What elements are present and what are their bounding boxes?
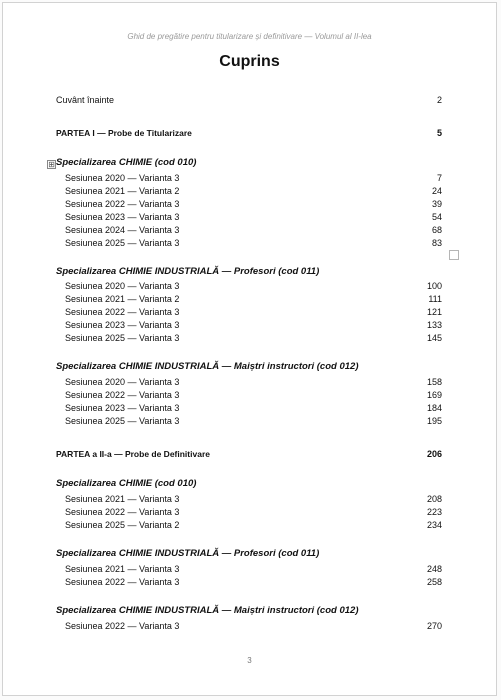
toc-entry[interactable] bbox=[3, 332, 496, 345]
toc-entry-page: 68 bbox=[431, 225, 442, 235]
document-page bbox=[2, 2, 497, 696]
toc-entry-label: Sesiunea 2020 — Varianta 3 bbox=[65, 281, 180, 291]
toc-entry[interactable] bbox=[3, 198, 496, 211]
toc-entry[interactable] bbox=[3, 172, 496, 185]
toc-section-title: Specializarea CHIMIE (cod 010) bbox=[56, 478, 197, 489]
toc-entry-page: 39 bbox=[431, 199, 442, 209]
toc-entry[interactable] bbox=[3, 576, 496, 589]
toc-entry-label: Sesiunea 2021 — Varianta 2 bbox=[65, 186, 180, 196]
toc-entry-label: Sesiunea 2022 — Varianta 3 bbox=[65, 390, 180, 400]
toc-entry-page: 169 bbox=[426, 390, 442, 400]
toc-entry-label: Sesiunea 2025 — Varianta 2 bbox=[65, 520, 180, 530]
toc-section-title: Specializarea CHIMIE (cod 010) bbox=[56, 157, 197, 168]
toc-entry-page: 121 bbox=[426, 307, 442, 317]
toc-entry-label: Sesiunea 2025 — Varianta 3 bbox=[65, 238, 180, 248]
toc-entry[interactable] bbox=[3, 293, 496, 306]
toc-entry-page: 100 bbox=[426, 281, 442, 291]
toc-entry-page: 234 bbox=[426, 520, 442, 530]
page-number: 3 bbox=[247, 656, 252, 665]
toc-entry-label: Sesiunea 2021 — Varianta 3 bbox=[65, 494, 180, 504]
toc-part-page: 5 bbox=[436, 128, 442, 138]
toc-section-title: Specializarea CHIMIE INDUSTRIALĂ — Maiștri instructori (cod 012) bbox=[56, 605, 359, 616]
toc-entry[interactable] bbox=[3, 506, 496, 519]
toc-entry-page: 111 bbox=[428, 294, 442, 304]
toc-section-title: Specializarea CHIMIE INDUSTRIALĂ — Profesori (cod 011) bbox=[56, 266, 320, 277]
table-move-handle-icon[interactable]: ⊞ bbox=[48, 160, 55, 169]
toc-entry-label: Sesiunea 2022 — Varianta 3 bbox=[65, 307, 180, 317]
toc-entry-page: 145 bbox=[426, 333, 442, 343]
toc-entry[interactable] bbox=[3, 415, 496, 428]
toc-entry[interactable] bbox=[3, 389, 496, 402]
toc-entry-page: 7 bbox=[436, 173, 442, 183]
toc-entry-page: 184 bbox=[426, 403, 442, 413]
toc-section-title: Specializarea CHIMIE INDUSTRIALĂ — Profesori (cod 011) bbox=[56, 548, 320, 559]
toc-entry[interactable] bbox=[3, 376, 496, 389]
table-resize-handle-icon[interactable] bbox=[449, 250, 459, 260]
toc-section-title: Specializarea CHIMIE INDUSTRIALĂ — Maiștri instructori (cod 012) bbox=[56, 361, 359, 372]
toc-entry-label: Sesiunea 2022 — Varianta 3 bbox=[65, 621, 180, 631]
running-header: Ghid de pregătire pentru titularizare și definitivare — Volumul al II-lea bbox=[127, 32, 372, 41]
toc-entry-label: Sesiunea 2021 — Varianta 3 bbox=[65, 564, 180, 574]
toc-entry-label: Sesiunea 2022 — Varianta 3 bbox=[65, 199, 180, 209]
toc-entry[interactable] bbox=[3, 493, 496, 506]
toc-entry[interactable] bbox=[3, 306, 496, 319]
toc-entry-label: Sesiunea 2020 — Varianta 3 bbox=[65, 173, 180, 183]
toc-entry-page: 195 bbox=[426, 416, 442, 426]
toc-entry[interactable] bbox=[3, 280, 496, 293]
toc-entry-label: Sesiunea 2023 — Varianta 3 bbox=[65, 212, 180, 222]
toc-entry-page: 258 bbox=[426, 577, 442, 587]
toc-entry[interactable] bbox=[3, 185, 496, 198]
toc-entry-page: 54 bbox=[431, 212, 442, 222]
toc-entry-page: 83 bbox=[431, 238, 442, 248]
toc-entry-label: Sesiunea 2024 — Varianta 3 bbox=[65, 225, 180, 235]
toc-entry[interactable] bbox=[3, 224, 496, 237]
toc-entry-page: 2 bbox=[436, 95, 442, 105]
toc-entry-label: Sesiunea 2023 — Varianta 3 bbox=[65, 320, 180, 330]
toc-part-label: PARTEA a II-a — Probe de Definitivare bbox=[56, 449, 210, 459]
toc-entry-page: 158 bbox=[426, 377, 442, 387]
toc-entry-foreword[interactable] bbox=[3, 94, 496, 107]
toc-entry[interactable] bbox=[3, 563, 496, 576]
toc-entry-page: 208 bbox=[426, 494, 442, 504]
toc-entry-page: 248 bbox=[426, 564, 442, 574]
toc-entry[interactable] bbox=[3, 402, 496, 415]
toc-part-page: 206 bbox=[426, 449, 442, 459]
toc-entry-label: Sesiunea 2022 — Varianta 3 bbox=[65, 577, 180, 587]
toc-entry-page: 133 bbox=[426, 320, 442, 330]
toc-entry-label: Sesiunea 2023 — Varianta 3 bbox=[65, 403, 180, 413]
page-title: Cuprins bbox=[219, 53, 280, 70]
toc-entry-page: 24 bbox=[431, 186, 442, 196]
toc-entry[interactable] bbox=[3, 519, 496, 532]
toc-entry-label: Sesiunea 2022 — Varianta 3 bbox=[65, 507, 180, 517]
toc-part-1[interactable] bbox=[3, 127, 496, 140]
toc-entry-label: Cuvânt înainte bbox=[56, 95, 115, 105]
toc-entry-page: 223 bbox=[426, 507, 442, 517]
toc-entry[interactable] bbox=[3, 237, 496, 250]
toc-entry-page: 270 bbox=[426, 621, 442, 631]
toc-entry-label: Sesiunea 2020 — Varianta 3 bbox=[65, 377, 180, 387]
toc-entry[interactable] bbox=[3, 319, 496, 332]
toc-entry-label: Sesiunea 2025 — Varianta 3 bbox=[65, 416, 180, 426]
toc-entry-label: Sesiunea 2021 — Varianta 2 bbox=[65, 294, 180, 304]
toc-part-label: PARTEA I — Probe de Titularizare bbox=[56, 128, 192, 138]
toc-entry-label: Sesiunea 2025 — Varianta 3 bbox=[65, 333, 180, 343]
toc-part-2[interactable] bbox=[3, 448, 496, 461]
toc-entry[interactable] bbox=[3, 620, 496, 633]
toc-entry[interactable] bbox=[3, 211, 496, 224]
